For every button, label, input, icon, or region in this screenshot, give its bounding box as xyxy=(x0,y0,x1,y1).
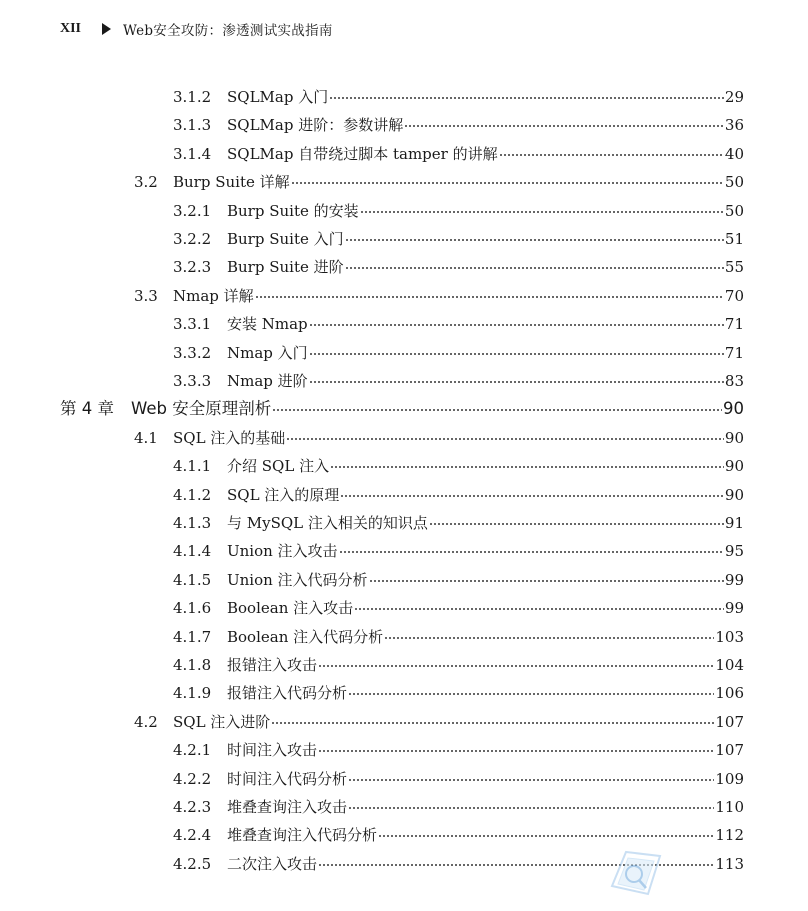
dot-leader xyxy=(272,409,722,411)
toc-section-title: 报错注入攻击 xyxy=(227,656,318,674)
toc-row[interactable] xyxy=(173,569,744,591)
toc-section-number: 4.2.4 xyxy=(173,826,212,845)
toc-section-title: Burp Suite 的安装 xyxy=(227,201,359,220)
toc-section-number: 4.1 xyxy=(134,428,158,447)
toc-section-title: 时间注入代码分析 xyxy=(227,769,348,788)
toc-row[interactable] xyxy=(173,540,744,562)
toc-section-number: 3.3.3 xyxy=(173,372,212,390)
dot-leader xyxy=(291,182,724,184)
toc-section-title: 报错注入代码分析 xyxy=(227,684,348,703)
toc-page-number: 99 xyxy=(724,570,744,589)
dot-leader xyxy=(345,239,724,241)
toc-section-number: 4.2.3 xyxy=(173,798,212,816)
toc-row[interactable] xyxy=(173,86,744,108)
toc-page-number: 55 xyxy=(724,258,744,277)
toc-section-number: 3.1.2 xyxy=(173,88,212,106)
toc-row[interactable] xyxy=(134,711,744,733)
toc-section-title: Boolean 注入代码分析 xyxy=(227,627,384,646)
dot-leader xyxy=(286,438,724,440)
toc-section-number: 4.1.5 xyxy=(173,570,212,589)
toc-section-number: 3.3 xyxy=(134,286,158,305)
toc-page-number: 51 xyxy=(724,230,744,248)
toc-section-title: 二次注入攻击 xyxy=(227,854,318,873)
toc-page-number: 107 xyxy=(715,741,744,760)
toc-section-title: SQL 注入的原理 xyxy=(227,485,340,504)
dot-leader xyxy=(345,267,724,269)
dot-leader xyxy=(309,324,724,326)
toc-section-number: 第 4 章 xyxy=(60,399,114,419)
toc-section-number: 4.1.8 xyxy=(173,656,212,674)
book-title: Web安全攻防：渗透测试实战指南 xyxy=(123,23,333,39)
toc-section-number: 4.1.9 xyxy=(173,684,212,703)
dot-leader xyxy=(318,750,714,752)
toc-page-number: 90 xyxy=(724,428,744,447)
watermark-logo-icon xyxy=(604,846,666,900)
toc-chapter-row[interactable] xyxy=(60,398,744,420)
toc-section-number: 4.1.7 xyxy=(173,627,212,646)
toc-page-number: 83 xyxy=(724,372,744,390)
toc-page-number: 104 xyxy=(715,656,744,674)
toc-section-number: 3.2.1 xyxy=(173,201,212,220)
dot-leader xyxy=(360,211,724,213)
toc-page-number: 90 xyxy=(723,399,744,419)
toc-row[interactable] xyxy=(134,285,744,307)
toc-section-number: 4.1.1 xyxy=(173,457,212,476)
toc-section-title: Boolean 注入攻击 xyxy=(227,599,354,618)
toc-page-number: 70 xyxy=(724,286,744,305)
toc-section-title: 时间注入攻击 xyxy=(227,741,318,760)
dot-leader xyxy=(318,665,714,667)
page-number: XII xyxy=(60,21,82,36)
toc-section-number: 4.1.4 xyxy=(173,542,212,561)
toc-section-title: 安装 Nmap xyxy=(227,315,308,334)
dot-leader xyxy=(369,580,724,582)
toc-section-title: Nmap 详解 xyxy=(173,286,254,305)
toc-section-number: 4.2.2 xyxy=(173,769,212,788)
toc-section-number: 3.2 xyxy=(134,173,158,192)
dot-leader xyxy=(404,125,724,127)
toc-row[interactable] xyxy=(173,796,744,818)
toc-section-title: 堆叠查询注入攻击 xyxy=(227,798,348,816)
toc-section-title: SQLMap 进阶：参数讲解 xyxy=(227,116,404,135)
dot-leader xyxy=(499,154,724,156)
triangle-marker-icon xyxy=(102,23,111,35)
toc-section-number: 3.2.2 xyxy=(173,230,212,248)
dot-leader xyxy=(348,779,714,781)
toc-page-number: 103 xyxy=(715,627,744,646)
toc-section-title: Burp Suite 详解 xyxy=(173,173,290,192)
toc-page-number: 71 xyxy=(724,315,744,334)
toc-page-number: 50 xyxy=(724,201,744,220)
toc-section-title: 介绍 SQL 注入 xyxy=(227,457,330,476)
dot-leader xyxy=(330,466,724,468)
dot-leader xyxy=(348,807,714,809)
toc-section-number: 3.3.2 xyxy=(173,343,212,362)
dot-leader xyxy=(340,495,724,497)
toc-row[interactable] xyxy=(173,768,744,790)
toc-section-number: 4.1.2 xyxy=(173,485,212,504)
toc-section-title: Nmap 入门 xyxy=(227,343,308,362)
toc-section-title: SQLMap 自带绕过脚本 tamper 的讲解 xyxy=(227,144,498,163)
toc-page-number: 110 xyxy=(715,798,744,816)
toc-page-number: 50 xyxy=(724,173,744,192)
dot-leader xyxy=(354,608,724,610)
toc-row[interactable] xyxy=(173,682,744,704)
toc-row[interactable] xyxy=(173,739,744,761)
toc-section-number: 4.1.6 xyxy=(173,599,212,618)
toc-page-number: 91 xyxy=(724,514,744,532)
toc-page-number: 90 xyxy=(724,457,744,476)
toc-page-number: 106 xyxy=(715,684,744,703)
toc-section-title: Web 安全原理剖析 xyxy=(131,399,272,419)
page-header xyxy=(60,18,333,40)
toc-row[interactable] xyxy=(173,654,744,676)
toc-section-number: 4.1.3 xyxy=(173,514,212,532)
toc-row[interactable] xyxy=(173,228,744,250)
toc-row[interactable] xyxy=(173,256,744,278)
toc-page-number: 40 xyxy=(724,144,744,163)
toc-row[interactable] xyxy=(173,597,744,619)
toc-section-number: 3.3.1 xyxy=(173,315,212,334)
toc-section-title: SQL 注入的基础 xyxy=(173,428,286,447)
toc-section-title: SQL 注入进阶 xyxy=(173,712,271,731)
toc-section-title: SQLMap 入门 xyxy=(227,88,329,106)
toc-row[interactable] xyxy=(173,143,744,165)
dot-leader xyxy=(429,523,724,525)
toc-page-number: 71 xyxy=(724,343,744,362)
toc-section-number: 4.2.5 xyxy=(173,854,212,873)
toc-section-title: Union 注入攻击 xyxy=(227,542,338,561)
toc-row[interactable] xyxy=(134,427,744,449)
dot-leader xyxy=(271,722,714,724)
dot-leader xyxy=(384,637,714,639)
toc-section-number: 3.2.3 xyxy=(173,258,212,277)
dot-leader xyxy=(348,693,714,695)
toc-section-title: Burp Suite 入门 xyxy=(227,230,344,248)
toc-row[interactable] xyxy=(173,484,744,506)
dot-leader xyxy=(329,97,724,99)
toc-section-number: 3.1.3 xyxy=(173,116,212,135)
dot-leader xyxy=(378,835,714,837)
toc-row[interactable] xyxy=(173,455,744,477)
toc-row[interactable] xyxy=(173,370,744,392)
toc-row[interactable] xyxy=(173,200,744,222)
toc-page-number: 99 xyxy=(724,599,744,618)
toc-section-number: 4.2.1 xyxy=(173,741,212,760)
toc-row[interactable] xyxy=(134,171,744,193)
dot-leader xyxy=(339,551,724,553)
dot-leader xyxy=(309,353,724,355)
toc-row[interactable] xyxy=(173,824,744,846)
toc-section-number: 3.1.4 xyxy=(173,144,212,163)
toc-section-number: 4.2 xyxy=(134,712,158,731)
toc-page-number: 107 xyxy=(715,712,744,731)
toc-section-title: Nmap 进阶 xyxy=(227,372,308,390)
toc-row[interactable] xyxy=(173,512,744,534)
toc-page-number: 95 xyxy=(724,542,744,561)
toc-page-number: 29 xyxy=(724,88,744,106)
toc-page-number: 90 xyxy=(724,485,744,504)
toc-section-title: 与 MySQL 注入相关的知识点 xyxy=(227,514,428,532)
toc-page-number: 112 xyxy=(715,826,744,845)
toc-page-number: 113 xyxy=(715,854,744,873)
dot-leader xyxy=(309,381,724,383)
dot-leader xyxy=(255,296,724,298)
toc-section-title: Burp Suite 进阶 xyxy=(227,258,344,277)
toc-row[interactable] xyxy=(173,626,744,648)
toc-section-title: 堆叠查询注入代码分析 xyxy=(227,826,378,845)
toc-row[interactable] xyxy=(173,342,744,364)
toc-row[interactable] xyxy=(173,114,744,136)
toc-page-number: 36 xyxy=(724,116,744,135)
toc-row[interactable] xyxy=(173,313,744,335)
toc-section-title: Union 注入代码分析 xyxy=(227,570,368,589)
toc-page-number: 109 xyxy=(715,769,744,788)
